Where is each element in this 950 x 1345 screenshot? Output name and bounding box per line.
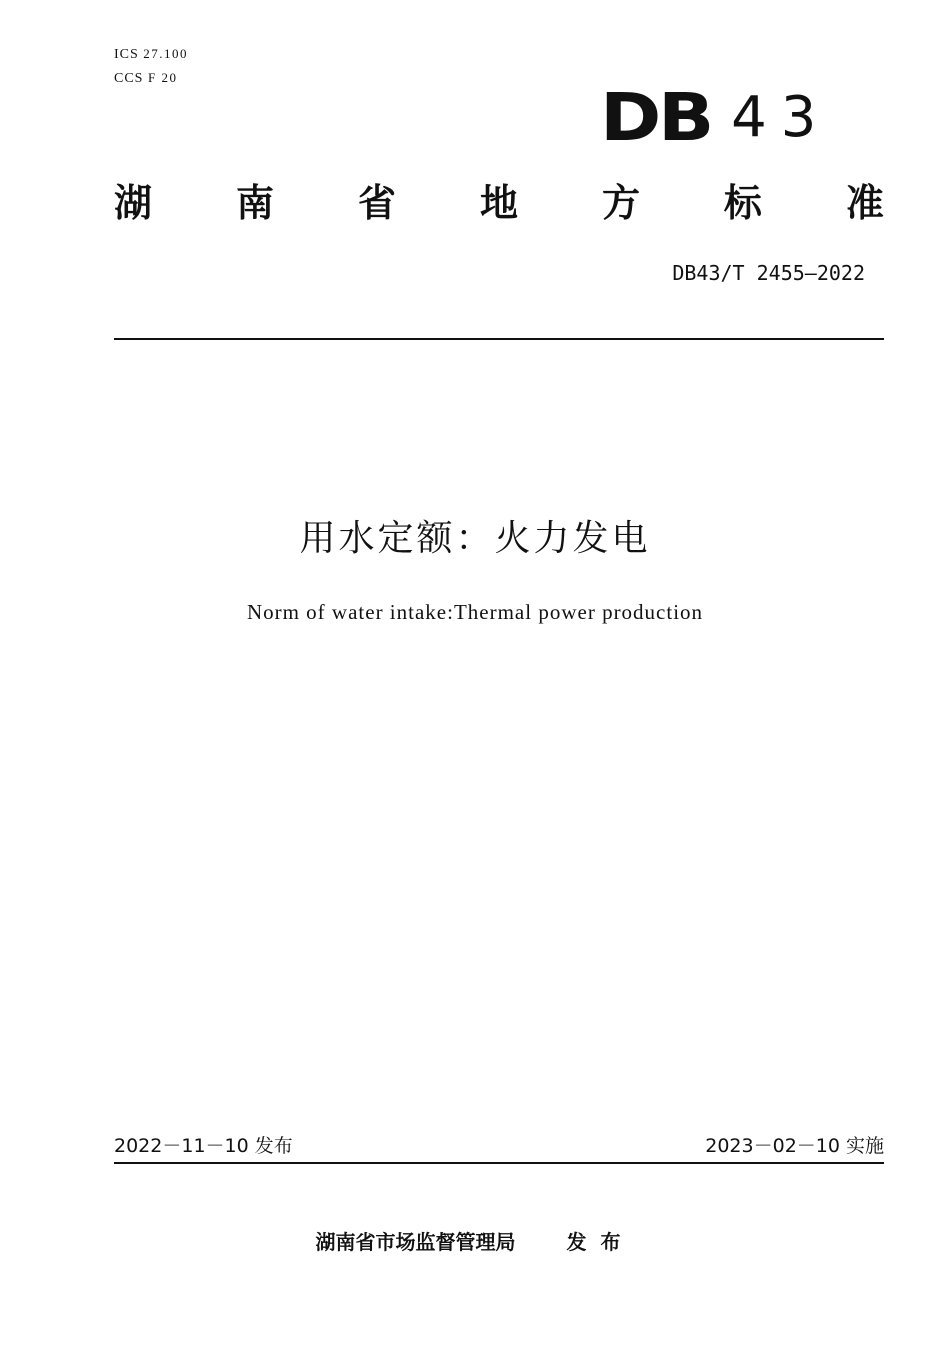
standard-type-char: 湖 <box>114 181 153 225</box>
standard-type-char: 南 <box>235 181 274 225</box>
ics-value: 27.100 <box>143 46 189 61</box>
standard-type-char: 地 <box>479 181 518 225</box>
implementation-date: 2023－02－10 实施 <box>705 1135 884 1157</box>
standard-type-char: 方 <box>601 181 640 225</box>
ccs-label: CCS <box>114 71 144 86</box>
ccs-value: F 20 <box>147 70 178 85</box>
footer-divider <box>114 1162 884 1164</box>
document-title-zh: 用水定额：火力发电 <box>299 518 651 559</box>
standard-type-heading <box>114 178 884 228</box>
db-logo-mark: DB <box>600 79 711 156</box>
document-title-en: Norm of water intake:Thermal power production <box>246 600 704 624</box>
standard-type-char: 准 <box>845 181 884 225</box>
header-divider <box>114 338 884 340</box>
db-region-number: 43 <box>731 85 831 150</box>
publish-action: 发布 <box>566 1230 635 1254</box>
ics-label: ICS <box>114 47 139 62</box>
ccs-code <box>114 70 177 87</box>
standard-type-char: 省 <box>357 181 396 225</box>
standard-number: DB43/T 2455—2022 <box>672 261 865 285</box>
issue-date: 2022－11－10 发布 <box>114 1135 293 1157</box>
publisher-line <box>0 1228 950 1256</box>
db-logo <box>600 79 831 156</box>
ics-code <box>114 46 188 63</box>
standard-type-char: 标 <box>723 181 762 225</box>
publisher-name: 湖南省市场监督管理局 <box>315 1230 516 1254</box>
